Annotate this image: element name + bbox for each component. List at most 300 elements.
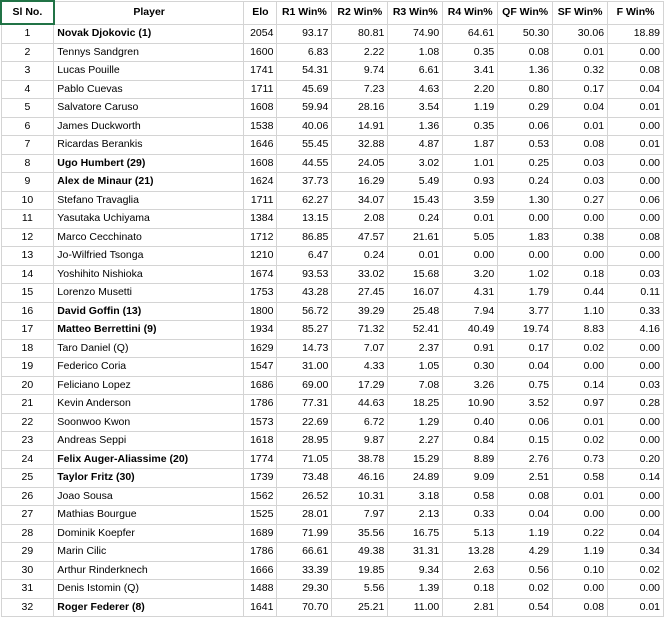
cell-f-win[interactable]: 0.28 <box>608 395 664 414</box>
cell-sl-no[interactable]: 28 <box>1 524 54 543</box>
cell-elo[interactable]: 1525 <box>244 506 277 525</box>
cell-r3-win[interactable]: 0.24 <box>388 210 443 229</box>
cell-f-win[interactable]: 0.00 <box>608 247 664 266</box>
cell-elo[interactable]: 1689 <box>244 524 277 543</box>
cell-elo[interactable]: 1666 <box>244 561 277 580</box>
cell-f-win[interactable]: 0.06 <box>608 191 664 210</box>
cell-qf-win[interactable]: 0.53 <box>498 136 553 155</box>
cell-r2-win[interactable]: 33.02 <box>332 265 388 284</box>
cell-r4-win[interactable]: 0.93 <box>443 173 498 192</box>
cell-r1-win[interactable]: 31.00 <box>277 358 332 377</box>
cell-qf-win[interactable]: 1.19 <box>498 524 553 543</box>
cell-f-win[interactable]: 0.08 <box>608 62 664 81</box>
cell-r4-win[interactable]: 3.59 <box>443 191 498 210</box>
cell-player[interactable]: Feliciano Lopez <box>54 376 244 395</box>
cell-sl-no[interactable]: 20 <box>1 376 54 395</box>
cell-r1-win[interactable]: 44.55 <box>277 154 332 173</box>
cell-r2-win[interactable]: 24.05 <box>332 154 388 173</box>
cell-r1-win[interactable]: 29.30 <box>277 580 332 599</box>
cell-elo[interactable]: 1686 <box>244 376 277 395</box>
cell-sf-win[interactable]: 0.08 <box>553 598 608 617</box>
cell-sl-no[interactable]: 14 <box>1 265 54 284</box>
cell-player[interactable]: Novak Djokovic (1) <box>54 24 244 43</box>
cell-r2-win[interactable]: 38.78 <box>332 450 388 469</box>
cell-qf-win[interactable]: 0.25 <box>498 154 553 173</box>
cell-player[interactable]: Stefano Travaglia <box>54 191 244 210</box>
cell-qf-win[interactable]: 0.15 <box>498 432 553 451</box>
cell-r1-win[interactable]: 93.53 <box>277 265 332 284</box>
cell-f-win[interactable]: 0.34 <box>608 543 664 562</box>
header-cell-sf-win[interactable]: SF Win% <box>553 1 608 24</box>
cell-elo[interactable]: 1210 <box>244 247 277 266</box>
cell-r4-win[interactable]: 7.94 <box>443 302 498 321</box>
cell-player[interactable]: Kevin Anderson <box>54 395 244 414</box>
cell-qf-win[interactable]: 3.77 <box>498 302 553 321</box>
cell-r1-win[interactable]: 6.47 <box>277 247 332 266</box>
cell-sl-no[interactable]: 4 <box>1 80 54 99</box>
cell-player[interactable]: Denis Istomin (Q) <box>54 580 244 599</box>
cell-sl-no[interactable]: 22 <box>1 413 54 432</box>
cell-elo[interactable]: 1711 <box>244 80 277 99</box>
cell-r2-win[interactable]: 4.33 <box>332 358 388 377</box>
cell-r1-win[interactable]: 45.69 <box>277 80 332 99</box>
cell-qf-win[interactable]: 0.29 <box>498 99 553 118</box>
cell-r2-win[interactable]: 34.07 <box>332 191 388 210</box>
cell-f-win[interactable]: 0.08 <box>608 228 664 247</box>
cell-r3-win[interactable]: 74.90 <box>388 24 443 43</box>
cell-elo[interactable]: 2054 <box>244 24 277 43</box>
cell-qf-win[interactable]: 1.30 <box>498 191 553 210</box>
cell-r1-win[interactable]: 28.01 <box>277 506 332 525</box>
cell-r3-win[interactable]: 24.89 <box>388 469 443 488</box>
cell-elo[interactable]: 1741 <box>244 62 277 81</box>
cell-sl-no[interactable]: 13 <box>1 247 54 266</box>
cell-qf-win[interactable]: 0.75 <box>498 376 553 395</box>
cell-sf-win[interactable]: 0.44 <box>553 284 608 303</box>
cell-player[interactable]: Soonwoo Kwon <box>54 413 244 432</box>
cell-player[interactable]: Ricardas Berankis <box>54 136 244 155</box>
cell-r4-win[interactable]: 0.33 <box>443 506 498 525</box>
cell-r4-win[interactable]: 0.00 <box>443 247 498 266</box>
cell-r3-win[interactable]: 4.87 <box>388 136 443 155</box>
cell-r2-win[interactable]: 14.91 <box>332 117 388 136</box>
cell-r4-win[interactable]: 40.49 <box>443 321 498 340</box>
cell-r1-win[interactable]: 77.31 <box>277 395 332 414</box>
cell-f-win[interactable]: 0.00 <box>608 358 664 377</box>
cell-sl-no[interactable]: 10 <box>1 191 54 210</box>
cell-r3-win[interactable]: 18.25 <box>388 395 443 414</box>
cell-sl-no[interactable]: 25 <box>1 469 54 488</box>
cell-player[interactable]: Dominik Koepfer <box>54 524 244 543</box>
cell-sf-win[interactable]: 0.18 <box>553 265 608 284</box>
cell-f-win[interactable]: 0.00 <box>608 432 664 451</box>
cell-elo[interactable]: 1786 <box>244 543 277 562</box>
cell-r2-win[interactable]: 47.57 <box>332 228 388 247</box>
cell-r3-win[interactable]: 15.68 <box>388 265 443 284</box>
cell-sl-no[interactable]: 9 <box>1 173 54 192</box>
cell-elo[interactable]: 1600 <box>244 43 277 62</box>
cell-sf-win[interactable]: 0.17 <box>553 80 608 99</box>
header-cell-player[interactable]: Player <box>54 1 244 24</box>
cell-r4-win[interactable]: 0.30 <box>443 358 498 377</box>
cell-elo[interactable]: 1618 <box>244 432 277 451</box>
cell-qf-win[interactable]: 2.51 <box>498 469 553 488</box>
cell-qf-win[interactable]: 0.08 <box>498 487 553 506</box>
cell-r3-win[interactable]: 1.05 <box>388 358 443 377</box>
cell-sf-win[interactable]: 0.01 <box>553 413 608 432</box>
cell-sl-no[interactable]: 18 <box>1 339 54 358</box>
cell-player[interactable]: Felix Auger-Aliassime (20) <box>54 450 244 469</box>
cell-f-win[interactable]: 0.01 <box>608 99 664 118</box>
cell-qf-win[interactable]: 50.30 <box>498 24 553 43</box>
cell-qf-win[interactable]: 0.00 <box>498 210 553 229</box>
header-cell-r2-win[interactable]: R2 Win% <box>332 1 388 24</box>
cell-r2-win[interactable]: 2.22 <box>332 43 388 62</box>
cell-sf-win[interactable]: 0.58 <box>553 469 608 488</box>
cell-sf-win[interactable]: 0.22 <box>553 524 608 543</box>
cell-player[interactable]: Mathias Bourgue <box>54 506 244 525</box>
cell-r2-win[interactable]: 7.23 <box>332 80 388 99</box>
cell-player[interactable]: Jo-Wilfried Tsonga <box>54 247 244 266</box>
cell-sl-no[interactable]: 5 <box>1 99 54 118</box>
cell-r1-win[interactable]: 59.94 <box>277 99 332 118</box>
cell-f-win[interactable]: 0.03 <box>608 265 664 284</box>
cell-f-win[interactable]: 0.00 <box>608 173 664 192</box>
cell-qf-win[interactable]: 0.54 <box>498 598 553 617</box>
cell-player[interactable]: Lorenzo Musetti <box>54 284 244 303</box>
cell-sl-no[interactable]: 31 <box>1 580 54 599</box>
cell-player[interactable]: Salvatore Caruso <box>54 99 244 118</box>
cell-qf-win[interactable]: 0.06 <box>498 413 553 432</box>
cell-r2-win[interactable]: 80.81 <box>332 24 388 43</box>
cell-r4-win[interactable]: 0.58 <box>443 487 498 506</box>
cell-r3-win[interactable]: 15.43 <box>388 191 443 210</box>
cell-r4-win[interactable]: 3.26 <box>443 376 498 395</box>
cell-r3-win[interactable]: 16.75 <box>388 524 443 543</box>
cell-r1-win[interactable]: 14.73 <box>277 339 332 358</box>
cell-f-win[interactable]: 0.01 <box>608 598 664 617</box>
cell-elo[interactable]: 1646 <box>244 136 277 155</box>
cell-qf-win[interactable]: 19.74 <box>498 321 553 340</box>
cell-f-win[interactable]: 0.00 <box>608 154 664 173</box>
cell-r4-win[interactable]: 0.40 <box>443 413 498 432</box>
cell-f-win[interactable]: 0.00 <box>608 43 664 62</box>
cell-sf-win[interactable]: 0.08 <box>553 136 608 155</box>
cell-player[interactable]: Tennys Sandgren <box>54 43 244 62</box>
cell-f-win[interactable]: 0.33 <box>608 302 664 321</box>
cell-r2-win[interactable]: 7.97 <box>332 506 388 525</box>
cell-qf-win[interactable]: 0.80 <box>498 80 553 99</box>
cell-r2-win[interactable]: 10.31 <box>332 487 388 506</box>
cell-r4-win[interactable]: 0.01 <box>443 210 498 229</box>
cell-sl-no[interactable]: 19 <box>1 358 54 377</box>
cell-sf-win[interactable]: 0.03 <box>553 173 608 192</box>
cell-r4-win[interactable]: 0.84 <box>443 432 498 451</box>
cell-sf-win[interactable]: 0.32 <box>553 62 608 81</box>
cell-r4-win[interactable]: 2.81 <box>443 598 498 617</box>
cell-qf-win[interactable]: 0.56 <box>498 561 553 580</box>
cell-sl-no[interactable]: 15 <box>1 284 54 303</box>
cell-sf-win[interactable]: 0.02 <box>553 432 608 451</box>
cell-elo[interactable]: 1562 <box>244 487 277 506</box>
cell-qf-win[interactable]: 1.02 <box>498 265 553 284</box>
cell-player[interactable]: Roger Federer (8) <box>54 598 244 617</box>
cell-r2-win[interactable]: 71.32 <box>332 321 388 340</box>
cell-sf-win[interactable]: 1.19 <box>553 543 608 562</box>
cell-r4-win[interactable]: 64.61 <box>443 24 498 43</box>
cell-r2-win[interactable]: 27.45 <box>332 284 388 303</box>
cell-elo[interactable]: 1624 <box>244 173 277 192</box>
cell-r1-win[interactable]: 86.85 <box>277 228 332 247</box>
cell-f-win[interactable]: 0.00 <box>608 580 664 599</box>
cell-r1-win[interactable]: 26.52 <box>277 487 332 506</box>
cell-r2-win[interactable]: 5.56 <box>332 580 388 599</box>
cell-sf-win[interactable]: 1.10 <box>553 302 608 321</box>
cell-r2-win[interactable]: 25.21 <box>332 598 388 617</box>
cell-r3-win[interactable]: 25.48 <box>388 302 443 321</box>
cell-f-win[interactable]: 0.04 <box>608 80 664 99</box>
cell-r2-win[interactable]: 35.56 <box>332 524 388 543</box>
cell-player[interactable]: Pablo Cuevas <box>54 80 244 99</box>
cell-f-win[interactable]: 0.00 <box>608 487 664 506</box>
cell-r4-win[interactable]: 9.09 <box>443 469 498 488</box>
cell-r1-win[interactable]: 43.28 <box>277 284 332 303</box>
cell-r1-win[interactable]: 62.27 <box>277 191 332 210</box>
cell-sf-win[interactable]: 0.03 <box>553 154 608 173</box>
cell-player[interactable]: Joao Sousa <box>54 487 244 506</box>
cell-qf-win[interactable]: 0.00 <box>498 247 553 266</box>
cell-r4-win[interactable]: 0.91 <box>443 339 498 358</box>
cell-sf-win[interactable]: 0.10 <box>553 561 608 580</box>
cell-r4-win[interactable]: 1.19 <box>443 99 498 118</box>
cell-r4-win[interactable]: 13.28 <box>443 543 498 562</box>
cell-sl-no[interactable]: 30 <box>1 561 54 580</box>
cell-r3-win[interactable]: 31.31 <box>388 543 443 562</box>
cell-sl-no[interactable]: 1 <box>1 24 54 43</box>
cell-r2-win[interactable]: 16.29 <box>332 173 388 192</box>
cell-r4-win[interactable]: 5.05 <box>443 228 498 247</box>
cell-qf-win[interactable]: 1.36 <box>498 62 553 81</box>
header-cell-f-win[interactable]: F Win% <box>608 1 664 24</box>
cell-sl-no[interactable]: 6 <box>1 117 54 136</box>
cell-r1-win[interactable]: 33.39 <box>277 561 332 580</box>
cell-f-win[interactable]: 4.16 <box>608 321 664 340</box>
cell-f-win[interactable]: 0.03 <box>608 376 664 395</box>
cell-r4-win[interactable]: 0.35 <box>443 43 498 62</box>
cell-elo[interactable]: 1774 <box>244 450 277 469</box>
cell-sf-win[interactable]: 0.00 <box>553 506 608 525</box>
cell-player[interactable]: James Duckworth <box>54 117 244 136</box>
cell-player[interactable]: Arthur Rinderknech <box>54 561 244 580</box>
cell-r4-win[interactable]: 5.13 <box>443 524 498 543</box>
cell-qf-win[interactable]: 0.02 <box>498 580 553 599</box>
cell-r3-win[interactable]: 0.01 <box>388 247 443 266</box>
cell-r1-win[interactable]: 54.31 <box>277 62 332 81</box>
cell-r1-win[interactable]: 71.99 <box>277 524 332 543</box>
cell-r1-win[interactable]: 22.69 <box>277 413 332 432</box>
cell-sl-no[interactable]: 3 <box>1 62 54 81</box>
cell-elo[interactable]: 1753 <box>244 284 277 303</box>
cell-player[interactable]: Andreas Seppi <box>54 432 244 451</box>
cell-f-win[interactable]: 0.00 <box>608 117 664 136</box>
cell-sl-no[interactable]: 16 <box>1 302 54 321</box>
cell-qf-win[interactable]: 0.17 <box>498 339 553 358</box>
cell-r1-win[interactable]: 85.27 <box>277 321 332 340</box>
cell-qf-win[interactable]: 0.04 <box>498 358 553 377</box>
cell-elo[interactable]: 1488 <box>244 580 277 599</box>
cell-player[interactable]: Ugo Humbert (29) <box>54 154 244 173</box>
cell-r3-win[interactable]: 7.08 <box>388 376 443 395</box>
cell-r3-win[interactable]: 3.54 <box>388 99 443 118</box>
cell-r3-win[interactable]: 1.29 <box>388 413 443 432</box>
cell-r2-win[interactable]: 17.29 <box>332 376 388 395</box>
cell-sf-win[interactable]: 0.00 <box>553 358 608 377</box>
cell-r4-win[interactable]: 4.31 <box>443 284 498 303</box>
cell-sf-win[interactable]: 0.01 <box>553 117 608 136</box>
header-cell-r1-win[interactable]: R1 Win% <box>277 1 332 24</box>
cell-r4-win[interactable]: 10.90 <box>443 395 498 414</box>
cell-r2-win[interactable]: 9.87 <box>332 432 388 451</box>
header-cell-r4-win[interactable]: R4 Win% <box>443 1 498 24</box>
cell-elo[interactable]: 1800 <box>244 302 277 321</box>
cell-r1-win[interactable]: 69.00 <box>277 376 332 395</box>
cell-r3-win[interactable]: 1.08 <box>388 43 443 62</box>
cell-r4-win[interactable]: 0.35 <box>443 117 498 136</box>
cell-r3-win[interactable]: 11.00 <box>388 598 443 617</box>
cell-r3-win[interactable]: 3.18 <box>388 487 443 506</box>
cell-elo[interactable]: 1384 <box>244 210 277 229</box>
cell-sl-no[interactable]: 23 <box>1 432 54 451</box>
cell-r4-win[interactable]: 1.87 <box>443 136 498 155</box>
cell-r3-win[interactable]: 6.61 <box>388 62 443 81</box>
cell-r2-win[interactable]: 32.88 <box>332 136 388 155</box>
cell-r4-win[interactable]: 0.18 <box>443 580 498 599</box>
cell-elo[interactable]: 1538 <box>244 117 277 136</box>
cell-r2-win[interactable]: 46.16 <box>332 469 388 488</box>
cell-sl-no[interactable]: 11 <box>1 210 54 229</box>
cell-sl-no[interactable]: 29 <box>1 543 54 562</box>
cell-sf-win[interactable]: 0.04 <box>553 99 608 118</box>
cell-r1-win[interactable]: 56.72 <box>277 302 332 321</box>
cell-r2-win[interactable]: 7.07 <box>332 339 388 358</box>
cell-elo[interactable]: 1934 <box>244 321 277 340</box>
cell-qf-win[interactable]: 1.79 <box>498 284 553 303</box>
cell-r2-win[interactable]: 49.38 <box>332 543 388 562</box>
cell-r4-win[interactable]: 1.01 <box>443 154 498 173</box>
cell-r2-win[interactable]: 28.16 <box>332 99 388 118</box>
cell-player[interactable]: Marin Cilic <box>54 543 244 562</box>
cell-r3-win[interactable]: 15.29 <box>388 450 443 469</box>
cell-f-win[interactable]: 0.02 <box>608 561 664 580</box>
cell-r2-win[interactable]: 0.24 <box>332 247 388 266</box>
cell-r1-win[interactable]: 28.95 <box>277 432 332 451</box>
cell-f-win[interactable]: 0.00 <box>608 210 664 229</box>
cell-r1-win[interactable]: 70.70 <box>277 598 332 617</box>
header-cell-qf-win[interactable]: QF Win% <box>498 1 553 24</box>
cell-sl-no[interactable]: 32 <box>1 598 54 617</box>
cell-sl-no[interactable]: 27 <box>1 506 54 525</box>
cell-qf-win[interactable]: 2.76 <box>498 450 553 469</box>
cell-qf-win[interactable]: 0.24 <box>498 173 553 192</box>
cell-elo[interactable]: 1786 <box>244 395 277 414</box>
cell-qf-win[interactable]: 4.29 <box>498 543 553 562</box>
cell-sf-win[interactable]: 0.27 <box>553 191 608 210</box>
cell-f-win[interactable]: 0.00 <box>608 506 664 525</box>
cell-player[interactable]: Yoshihito Nishioka <box>54 265 244 284</box>
cell-sf-win[interactable]: 0.00 <box>553 580 608 599</box>
cell-r2-win[interactable]: 9.74 <box>332 62 388 81</box>
cell-sl-no[interactable]: 7 <box>1 136 54 155</box>
cell-f-win[interactable]: 0.20 <box>608 450 664 469</box>
cell-r2-win[interactable]: 2.08 <box>332 210 388 229</box>
cell-f-win[interactable]: 0.04 <box>608 524 664 543</box>
cell-r1-win[interactable]: 93.17 <box>277 24 332 43</box>
cell-r1-win[interactable]: 6.83 <box>277 43 332 62</box>
cell-sl-no[interactable]: 21 <box>1 395 54 414</box>
cell-elo[interactable]: 1608 <box>244 154 277 173</box>
cell-r1-win[interactable]: 55.45 <box>277 136 332 155</box>
cell-f-win[interactable]: 0.11 <box>608 284 664 303</box>
cell-r3-win[interactable]: 4.63 <box>388 80 443 99</box>
cell-sf-win[interactable]: 0.02 <box>553 339 608 358</box>
cell-elo[interactable]: 1674 <box>244 265 277 284</box>
cell-r2-win[interactable]: 44.63 <box>332 395 388 414</box>
cell-r3-win[interactable]: 2.27 <box>388 432 443 451</box>
cell-r1-win[interactable]: 40.06 <box>277 117 332 136</box>
cell-sl-no[interactable]: 8 <box>1 154 54 173</box>
cell-qf-win[interactable]: 0.06 <box>498 117 553 136</box>
cell-f-win[interactable]: 18.89 <box>608 24 664 43</box>
cell-sl-no[interactable]: 17 <box>1 321 54 340</box>
cell-elo[interactable]: 1641 <box>244 598 277 617</box>
cell-f-win[interactable]: 0.00 <box>608 339 664 358</box>
cell-elo[interactable]: 1608 <box>244 99 277 118</box>
cell-r4-win[interactable]: 3.41 <box>443 62 498 81</box>
cell-sf-win[interactable]: 0.01 <box>553 487 608 506</box>
cell-sf-win[interactable]: 0.97 <box>553 395 608 414</box>
cell-sf-win[interactable]: 0.00 <box>553 210 608 229</box>
cell-sf-win[interactable]: 0.38 <box>553 228 608 247</box>
cell-player[interactable]: Taylor Fritz (30) <box>54 469 244 488</box>
cell-qf-win[interactable]: 3.52 <box>498 395 553 414</box>
cell-r3-win[interactable]: 5.49 <box>388 173 443 192</box>
cell-sl-no[interactable]: 26 <box>1 487 54 506</box>
cell-r1-win[interactable]: 71.05 <box>277 450 332 469</box>
cell-elo[interactable]: 1712 <box>244 228 277 247</box>
cell-r3-win[interactable]: 1.36 <box>388 117 443 136</box>
cell-r4-win[interactable]: 2.20 <box>443 80 498 99</box>
cell-r2-win[interactable]: 19.85 <box>332 561 388 580</box>
cell-r3-win[interactable]: 3.02 <box>388 154 443 173</box>
header-cell-elo[interactable]: Elo <box>244 1 277 24</box>
cell-sf-win[interactable]: 0.01 <box>553 43 608 62</box>
cell-r3-win[interactable]: 21.61 <box>388 228 443 247</box>
cell-sl-no[interactable]: 24 <box>1 450 54 469</box>
cell-elo[interactable]: 1739 <box>244 469 277 488</box>
cell-r4-win[interactable]: 2.63 <box>443 561 498 580</box>
cell-sl-no[interactable]: 2 <box>1 43 54 62</box>
cell-r3-win[interactable]: 52.41 <box>388 321 443 340</box>
cell-qf-win[interactable]: 0.08 <box>498 43 553 62</box>
cell-r1-win[interactable]: 66.61 <box>277 543 332 562</box>
cell-r3-win[interactable]: 1.39 <box>388 580 443 599</box>
cell-elo[interactable]: 1629 <box>244 339 277 358</box>
cell-r4-win[interactable]: 3.20 <box>443 265 498 284</box>
cell-r4-win[interactable]: 8.89 <box>443 450 498 469</box>
cell-f-win[interactable]: 0.00 <box>608 413 664 432</box>
cell-f-win[interactable]: 0.14 <box>608 469 664 488</box>
cell-r3-win[interactable]: 16.07 <box>388 284 443 303</box>
